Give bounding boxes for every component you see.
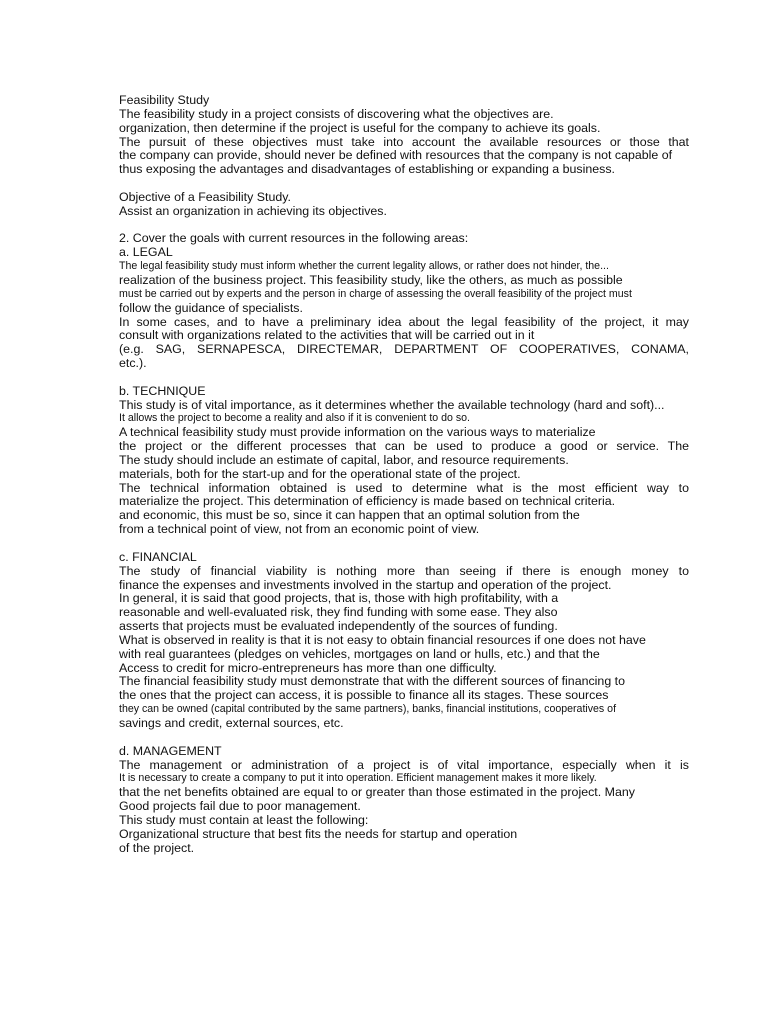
- text-line: follow the guidance of specialists.: [119, 301, 303, 315]
- text-line: This study is of vital importance, as it determines whether the available technology (hard and soft)...: [119, 398, 665, 412]
- text-line: the company can provide, should never be defined with resources that the company is not capable of: [119, 149, 673, 163]
- text-line: with real guarantees (pledges on vehicles, mortgages on land or hulls, etc.) and that the: [119, 647, 600, 661]
- text-line: must be carried out by experts and the person in charge of assessing the overall feasibility of the project must: [119, 287, 632, 300]
- text-line: Organizational structure that best fits the needs for startup and operation: [119, 827, 518, 841]
- text-line: Assist an organization in achieving its objectives.: [119, 204, 387, 218]
- text-line: finance the expenses and investments involved in the startup and operation of the project.: [119, 578, 612, 592]
- text-line: In some cases, and to have a preliminary idea about the legal feasibility of the project, it may: [119, 315, 689, 329]
- document-page: [119, 94, 689, 855]
- text-line: the project or the different processes that can be used to produce a good or service. The: [119, 440, 689, 454]
- text-line: thus exposing the advantages and disadvantages of establishing or expanding a business.: [119, 163, 615, 177]
- text-line: 2. Cover the goals with current resources in the following areas:: [119, 232, 469, 246]
- text-line: In general, it is said that good projects, that is, those with high profitability, with a: [119, 592, 559, 606]
- text-line: savings and credit, external sources, etc.: [119, 716, 344, 730]
- text-line: the ones that the project can access, it is possible to finance all its stages. These sources: [119, 689, 609, 703]
- text-line: asserts that projects must be evaluated independently of the sources of funding.: [119, 620, 558, 634]
- text-line: they can be owned (capital contributed by the same partners), banks, financial institutions, cooperatives of: [119, 703, 617, 716]
- section-heading: Feasibility Study: [119, 94, 210, 107]
- section-heading: b. TECHNIQUE: [119, 384, 206, 398]
- text-line: This study must contain at least the following:: [119, 813, 369, 827]
- text-line: What is observed in reality is that it is not easy to obtain financial resources if one does not have: [119, 633, 646, 647]
- text-line: etc.).: [119, 357, 147, 371]
- blank-line: [119, 537, 689, 551]
- text-line: that the net benefits obtained are equal to or greater than those estimated in the project. Many: [119, 786, 635, 800]
- text-line: The technical information obtained is used to determine what is the most efficient way to: [119, 481, 689, 495]
- text-line: Access to credit for micro-entrepreneurs has more than one difficulty.: [119, 661, 497, 675]
- blank-line: [119, 219, 689, 233]
- text-line: It is necessary to create a company to put it into operation. Efficient management makes it more likely.: [119, 772, 597, 785]
- text-line: reasonable and well-evaluated risk, they find funding with some ease. They also: [119, 606, 558, 620]
- text-line: The financial feasibility study must demonstrate that with the different sources of financing to: [119, 675, 625, 689]
- section-heading: c. FINANCIAL: [119, 550, 197, 564]
- text-line: The pursuit of these objectives must take into account the available resources or those that: [119, 135, 689, 149]
- text-line: of the project.: [119, 841, 195, 855]
- text-line: Good projects fail due to poor management.: [119, 800, 361, 814]
- text-line: The legal feasibility study must inform whether the current legality allows, or rather does not hinder, the...: [119, 260, 609, 273]
- blank-line: [119, 371, 689, 385]
- blank-line: [119, 731, 689, 745]
- text-line: from a technical point of view, not from an economic point of view.: [119, 523, 480, 537]
- text-line: It allows the project to become a reality and also if it is convenient to do so.: [119, 412, 470, 425]
- text-line: materialize the project. This determination of efficiency is made based on technical criteria.: [119, 495, 616, 509]
- text-line: organization, then determine if the project is useful for the company to achieve its goals.: [119, 121, 601, 135]
- text-line: A technical feasibility study must provide information on the various ways to materialize: [119, 426, 596, 440]
- text-line: materials, both for the start-up and for the operational state of the project.: [119, 467, 521, 481]
- text-line: consult with organizations related to the activities that will be carried out in it: [119, 329, 535, 343]
- text-line: The feasibility study in a project consists of discovering what the objectives are.: [119, 107, 554, 121]
- text-line: The study of financial viability is nothing more than seeing if there is enough money to: [119, 564, 689, 578]
- text-line: (e.g. SAG, SERNAPESCA, DIRECTEMAR, DEPARTMENT OF COOPERATIVES, CONAMA,: [119, 343, 689, 357]
- section-heading: d. MANAGEMENT: [119, 744, 222, 758]
- section-heading: a. LEGAL: [119, 246, 173, 260]
- blank-line: [119, 177, 689, 191]
- text-line: The study should include an estimate of capital, labor, and resource requirements.: [119, 453, 569, 467]
- section-heading: Objective of a Feasibility Study.: [119, 190, 291, 204]
- text-line: and economic, this must be so, since it can happen that an optimal solution from the: [119, 509, 580, 523]
- text-line: The management or administration of a project is of vital importance, especially when it is: [119, 758, 689, 772]
- text-line: realization of the business project. This feasibility study, like the others, as much as possible: [119, 273, 623, 287]
